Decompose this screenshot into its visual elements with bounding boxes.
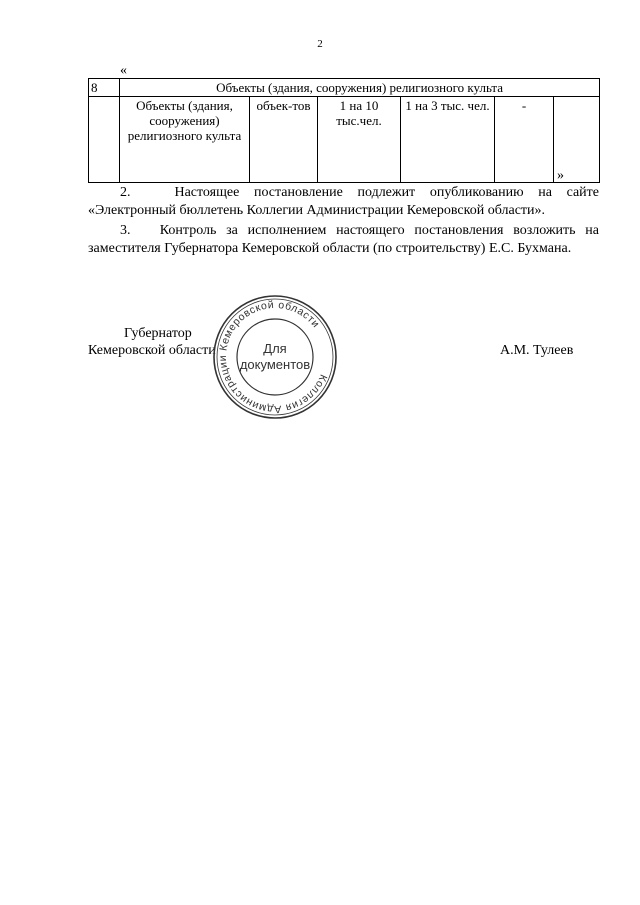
official-stamp bbox=[212, 294, 338, 420]
paragraph-3 bbox=[88, 222, 599, 258]
paragraph-2 bbox=[88, 184, 599, 220]
detail-norm2-cell: 1 на 3 тыс. чел. bbox=[401, 97, 495, 183]
norms-table bbox=[88, 78, 600, 183]
paragraph-2-text: Настоящее постановление подлежит опубликованию на сайте «Электронный бюллетень Коллегии Администрации Кемеровской области». bbox=[88, 185, 599, 218]
table-quote-close: » bbox=[557, 168, 564, 183]
signatory-name: А.М. Тулеев bbox=[500, 343, 574, 358]
detail-norm1-cell: 1 на 10 тыс.чел. bbox=[318, 97, 401, 183]
detail-unit-cell: объек-тов bbox=[250, 97, 318, 183]
row-section-title: Объекты (здания, сооружения) религиозного культа bbox=[120, 79, 600, 97]
detail-number-cell bbox=[89, 97, 120, 183]
page-number: 2 bbox=[317, 38, 323, 50]
row-number: 8 bbox=[89, 79, 120, 97]
detail-dash-cell: - bbox=[495, 97, 554, 183]
paragraph-3-number: 3. bbox=[120, 223, 131, 238]
signatory-title: Губернатор bbox=[124, 326, 192, 341]
stamp-line-1: Для bbox=[263, 341, 287, 356]
paragraph-3-text: Контроль за исполнением настоящего постановления возложить на заместителя Губернатора Кемеровской области (по строительству) Е.С. Бухмана. bbox=[88, 223, 600, 256]
table-quote-open: « bbox=[120, 63, 127, 78]
table-row-header bbox=[89, 79, 600, 97]
paragraph-2-number: 2. bbox=[120, 185, 131, 200]
signatory-organization: Кемеровской области bbox=[88, 343, 216, 358]
stamp-ring-text-path: Коллегия Администрации Кемеровской области bbox=[216, 298, 330, 416]
table-row-detail bbox=[89, 97, 600, 183]
stamp-line-2: документов bbox=[239, 357, 311, 372]
detail-name-cell: Объекты (здания, сооружения) религиозного культа bbox=[120, 97, 250, 183]
